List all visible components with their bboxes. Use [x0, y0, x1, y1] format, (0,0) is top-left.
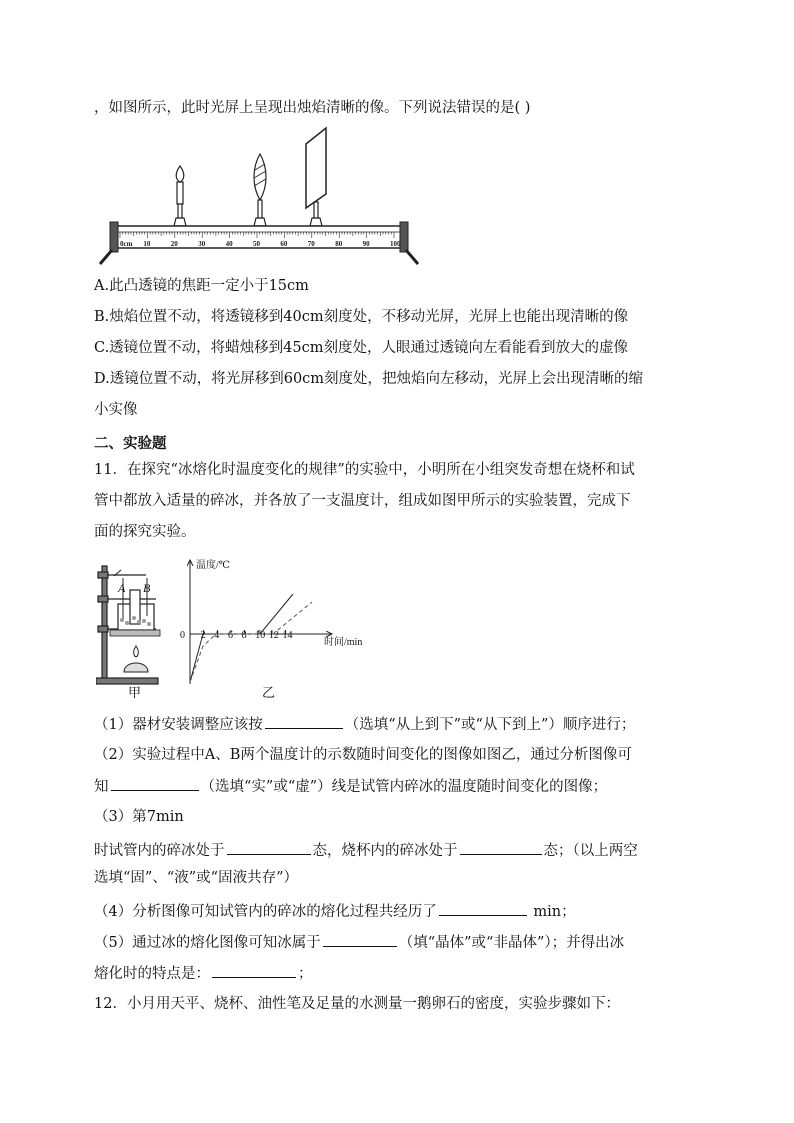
q11-line-3: 面的探究实验。: [94, 524, 196, 540]
q10-option-a: A.此凸透镜的焦距一定小于15cm: [94, 278, 309, 294]
dashed-line: [190, 602, 312, 682]
q11-sub3-pre: 时试管内的碎冰处于: [94, 843, 225, 859]
q11-sub5-post: （填“晶体”或“非晶体”）；并得出冰: [398, 935, 625, 951]
q11-sub4-pre: （4）分析图像可知试管内的碎冰的熔化过程共经历了: [94, 904, 437, 920]
answer-blank-7[interactable]: [212, 963, 296, 978]
ruler-label: 90: [362, 240, 370, 248]
q11-line-2: 管中都放入适量的碎冰，并各放了一支温度计，组成如图甲所示的实验装置，完成下: [94, 493, 631, 509]
q11-sub5-line2-post: ；: [298, 966, 313, 982]
answer-blank-4[interactable]: [460, 840, 542, 855]
ruler-label: 70: [307, 240, 315, 248]
label-a: A: [118, 581, 126, 595]
x-tick-label: 12: [268, 630, 279, 641]
q11-sub3-post: 态；（以上两空: [543, 843, 638, 859]
x-tick-label: 4: [214, 630, 220, 641]
answer-blank-1[interactable]: [265, 714, 343, 729]
ruler-label: 80: [335, 240, 343, 248]
q11-sub5-line2: [94, 963, 313, 984]
q11-sub4-post: min；: [528, 904, 576, 920]
ruler-label: 30: [198, 240, 206, 248]
q11-sub2-line2: [94, 776, 607, 797]
q12-line-1: 12．小月用天平、烧杯、油性笔及足量的水测量一鹅卵石的密度，实验步骤如下：: [94, 996, 620, 1012]
ruler-label: 20: [170, 240, 178, 248]
origin-label: 0: [180, 630, 185, 641]
x-axis-label: 时间/min: [324, 637, 363, 648]
x-tick-label: 8: [241, 630, 247, 641]
q11-sub5-line1: [94, 932, 624, 953]
figure-yi-graph: [172, 554, 382, 689]
answer-blank-6[interactable]: [323, 932, 397, 947]
light-screen: [306, 128, 326, 208]
q11-line-1: 11．在探究“冰熔化时温度变化的规律”的实验中，小明所在小组突发奇想在烧杯和试: [94, 462, 635, 478]
figure-jia-apparatus: [96, 560, 166, 700]
q11-sub3-line2: [94, 840, 638, 861]
q11-sub1: [94, 714, 635, 735]
q11-sub1-post: （选填“从上到下”或“从下到上”）顺序进行；: [344, 717, 636, 733]
q10-option-b: B.烛焰位置不动，将透镜移到40cm刻度处，不移动光屏，光屏上也能出现清晰的像: [94, 309, 629, 325]
q11-sub5-line2-pre: 熔化时的特点是：: [94, 966, 210, 982]
ruler-label: 100: [390, 240, 401, 248]
optical-bench-figure: [94, 122, 424, 267]
q11-sub4: [94, 901, 576, 922]
y-axis-label: 温度/℃: [196, 560, 230, 571]
x-tick-label: 2: [200, 630, 206, 641]
q11-sub5-pre: （5）通过冰的熔化图像可知冰属于: [94, 935, 321, 951]
answer-blank-2[interactable]: [111, 776, 199, 791]
q11-sub2-line1: （2）实验过程中A、B两个温度计的示数随时间变化的图像如图乙，通过分析图像可: [94, 747, 632, 763]
q10-option-c: C.透镜位置不动，将蜡烛移到45cm刻度处，人眼通过透镜向左看能看到放大的虚像: [94, 340, 629, 356]
x-tick-label: 6: [227, 630, 233, 641]
candle-flame: [176, 166, 184, 182]
x-tick-label: 14: [282, 630, 293, 641]
ruler-label: 10: [143, 240, 151, 248]
q10-option-d-cont: 小实像: [94, 402, 138, 418]
label-b: B: [143, 581, 151, 595]
q11-sub3-line1: （3）第7min: [94, 809, 184, 825]
ruler-label: 0cm: [120, 240, 133, 248]
answer-blank-5[interactable]: [439, 901, 527, 916]
figure-jia-label: 甲: [128, 686, 142, 701]
candle: [177, 182, 183, 204]
ruler-label: 50: [253, 240, 260, 248]
ruler-label: 60: [280, 240, 288, 248]
q11-sub3-line3: 选填“固”、“液”或“固液共存”）: [94, 870, 298, 886]
q11-sub3-mid: 态，烧杯内的碎冰处于: [312, 843, 458, 859]
figure-yi-label: 乙: [262, 686, 276, 701]
q11-sub1-pre: （1）器材安装调整应该按: [94, 717, 263, 733]
answer-blank-3[interactable]: [227, 840, 311, 855]
q11-sub2-post: （选填“实”或“虚”）线是试管内碎冰的温度随时间变化的图像；: [200, 779, 608, 795]
q11-sub2-pre: 知: [94, 779, 109, 795]
section-title: 二、实验题: [94, 436, 167, 452]
ruler-label: 40: [225, 240, 233, 248]
q10-option-d: D.透镜位置不动，将光屏移到60cm刻度处，把烛焰向左移动，光屏上会出现清晰的缩: [94, 371, 644, 387]
x-tick-label: 10: [255, 630, 266, 641]
q10-intro: ，如图所示，此时光屏上呈现出烛焰清晰的像。下列说法错误的是( ): [94, 100, 531, 116]
